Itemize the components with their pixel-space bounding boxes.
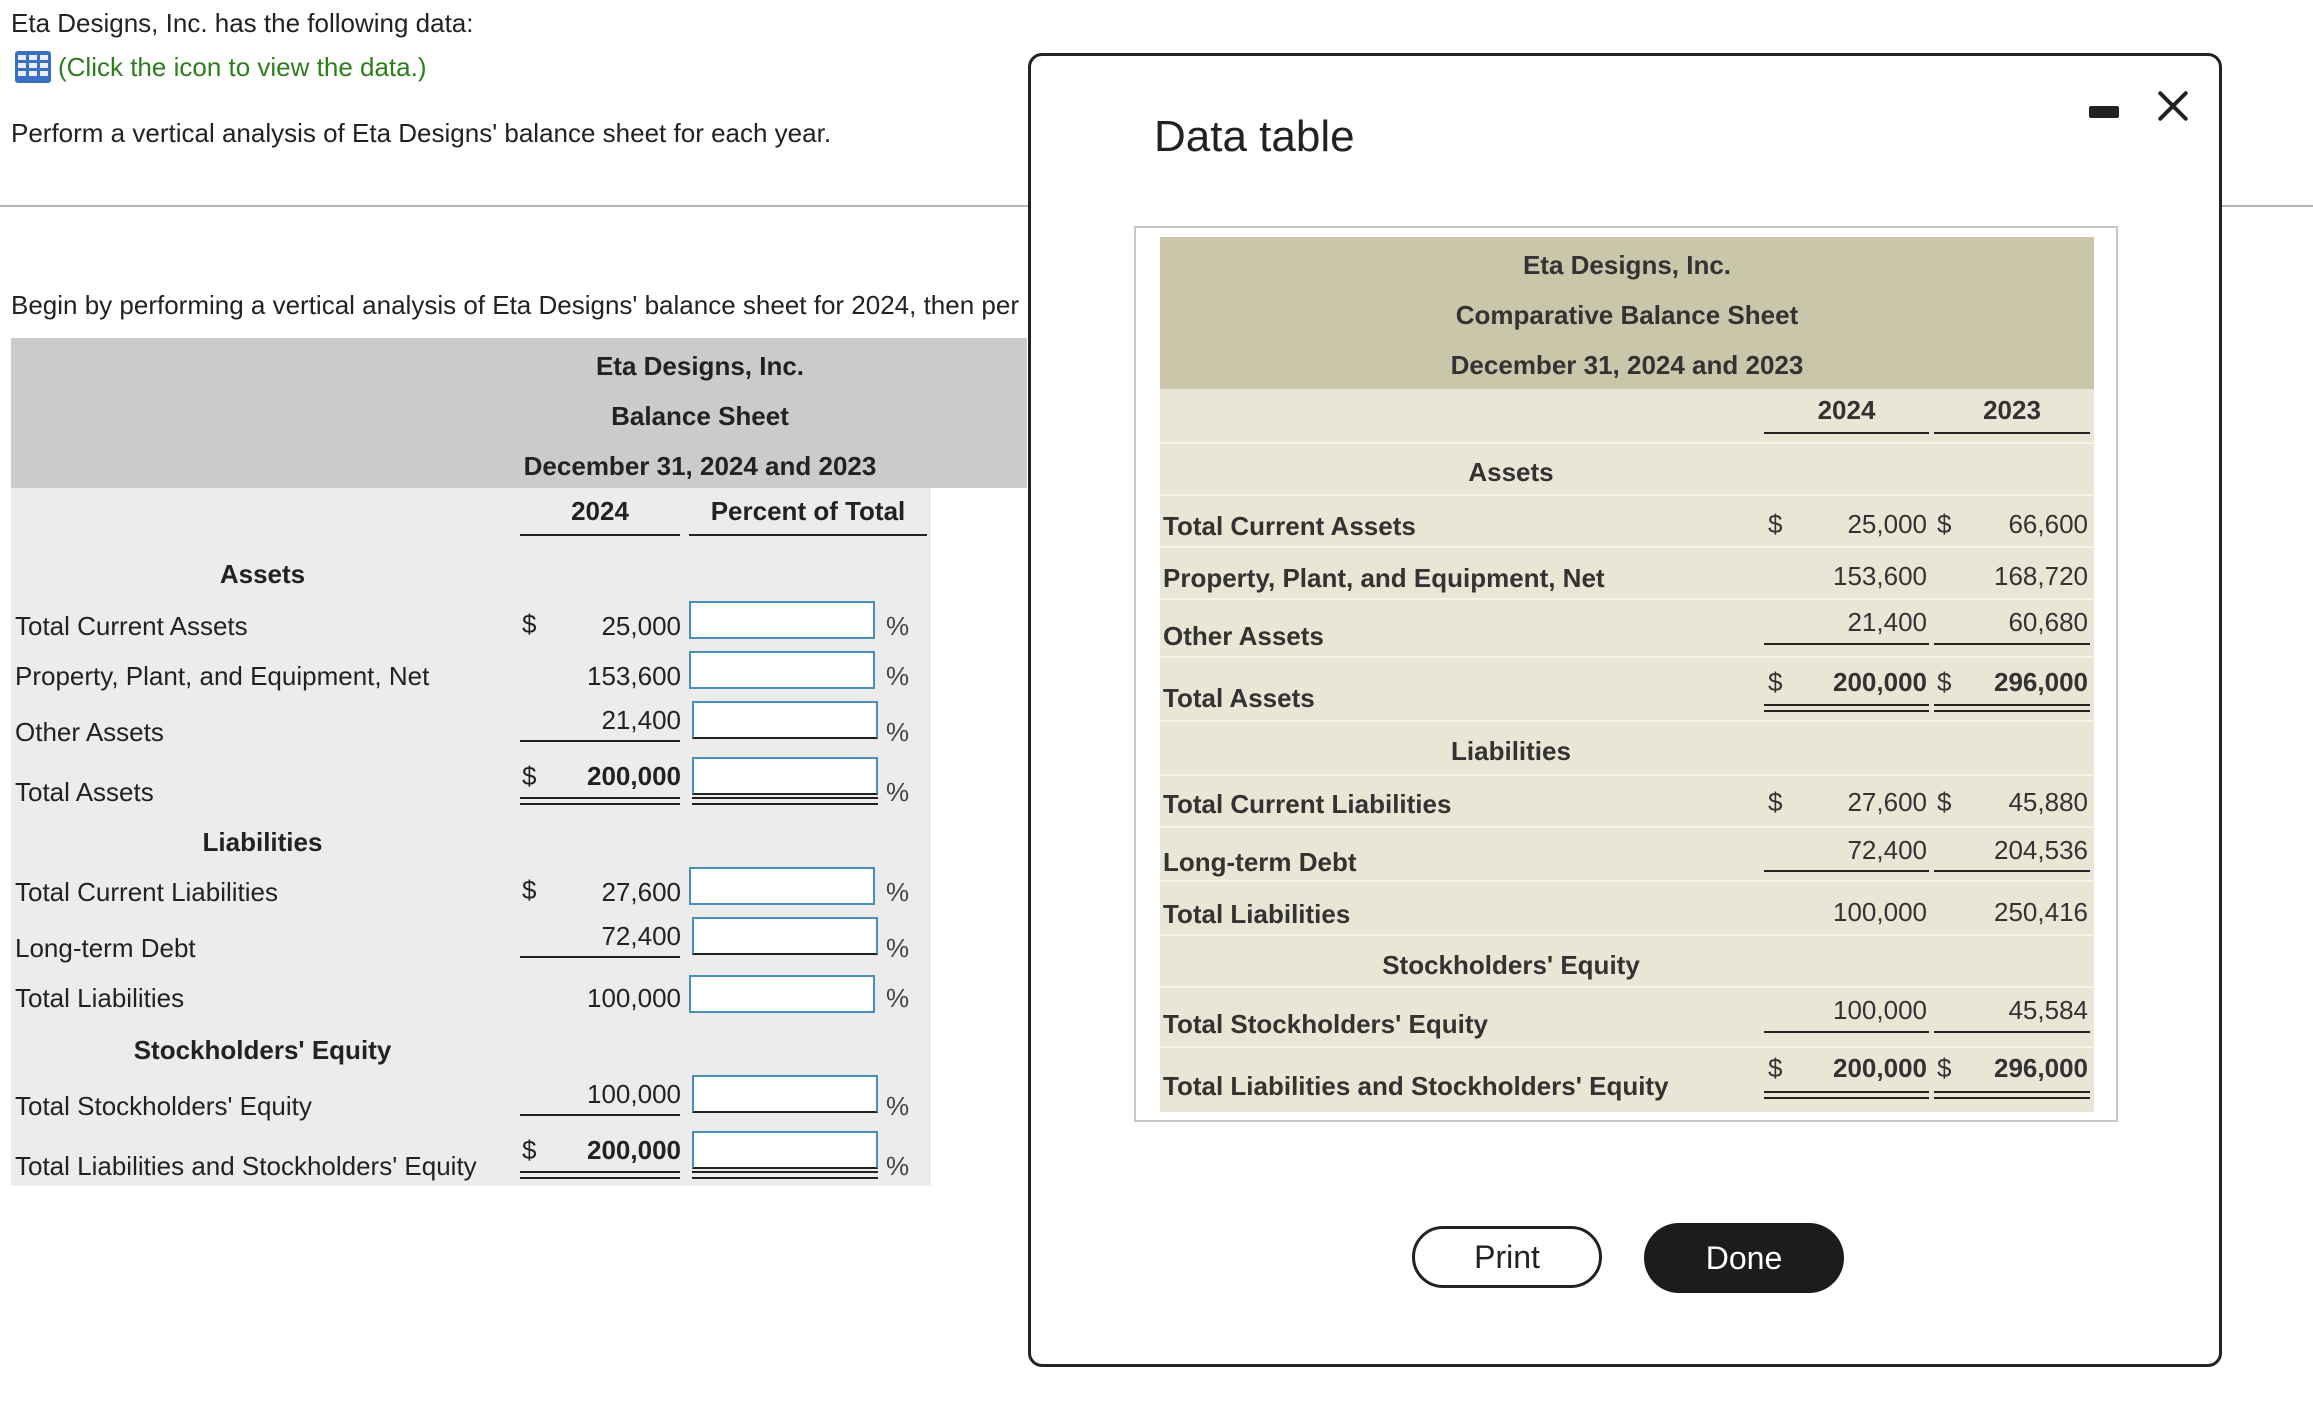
worksheet-col-pct: Percent of Total	[710, 496, 906, 526]
dt-row-2024: 27,600	[1847, 787, 1927, 817]
data-table-modal	[1028, 53, 2222, 1367]
worksheet-statement: Balance Sheet	[611, 401, 789, 431]
dt-row-label: Total Current Assets	[1163, 511, 1416, 541]
col-pct-underline	[689, 534, 927, 536]
row-separator	[1160, 880, 2094, 882]
pct-input-total-liabilities[interactable]	[689, 975, 875, 1013]
dollar-sign: $	[522, 609, 537, 639]
dt-row-label: Total Assets	[1163, 683, 1315, 713]
subtotal-underline	[520, 740, 680, 742]
row-separator	[1160, 546, 2094, 548]
worksheet-section-assets: Assets	[219, 559, 306, 589]
pct-input-total-liab-equity[interactable]	[692, 1131, 878, 1169]
dt-section-liabilities: Liabilities	[1451, 736, 1571, 766]
worksheet-row-value: 25,000	[601, 611, 681, 641]
dollar-sign: $	[1937, 667, 1952, 697]
pct-sign: %	[886, 611, 910, 641]
dt-section-assets: Assets	[1468, 457, 1554, 487]
minimize-icon[interactable]	[2089, 106, 2119, 118]
dollar-sign: $	[1937, 1053, 1952, 1083]
pct-input-current-liabilities[interactable]	[689, 867, 875, 905]
worksheet-row-value: 100,000	[587, 1079, 681, 1109]
dt-row-label: Total Stockholders' Equity	[1163, 1009, 1488, 1039]
question-intro: Eta Designs, Inc. has the following data:	[11, 8, 474, 38]
dt-row-2024: 200,000	[1833, 667, 1927, 697]
row-separator	[1160, 598, 2094, 600]
dt-row-2024: 100,000	[1833, 995, 1927, 1025]
pct-input-current-assets[interactable]	[689, 601, 875, 639]
row-separator	[1160, 494, 2094, 496]
dollar-sign: $	[1768, 509, 1783, 539]
total-double-underline	[1934, 704, 2090, 712]
subtotal-underline	[1764, 870, 1929, 872]
worksheet-row-value: 200,000	[587, 1135, 681, 1165]
row-separator	[1160, 1046, 2094, 1048]
row-separator	[1160, 442, 2094, 444]
dt-row-label: Total Current Liabilities	[1163, 789, 1452, 819]
dt-row-2023: 45,584	[2008, 995, 2088, 1025]
worksheet-row-label: Total Stockholders' Equity	[15, 1091, 312, 1121]
dt-row-label: Other Assets	[1163, 621, 1324, 651]
subtotal-underline	[1764, 1031, 1929, 1033]
dt-section-equity: Stockholders' Equity	[1382, 950, 1640, 980]
dt-row-label: Property, Plant, and Equipment, Net	[1163, 563, 1605, 593]
dt-statement: Comparative Balance Sheet	[1455, 300, 1799, 330]
row-separator	[1160, 656, 2094, 658]
pct-input-total-equity[interactable]	[692, 1075, 878, 1113]
worksheet-row-label: Total Current Assets	[15, 611, 248, 641]
dt-row-2023: 204,536	[1994, 835, 2088, 865]
pct-input-other-assets[interactable]	[692, 701, 878, 739]
print-button[interactable]: Print	[1412, 1226, 1602, 1288]
dt-row-label: Total Liabilities and Stockholders' Equity	[1163, 1071, 1669, 1101]
dt-col-2023: 2023	[1983, 395, 2041, 425]
subtotal-underline	[520, 1114, 680, 1116]
worksheet-row-label: Total Current Liabilities	[15, 877, 279, 907]
dt-col-2023-underline	[1934, 432, 2090, 434]
dollar-sign: $	[1937, 509, 1952, 539]
dt-row-2023: 296,000	[1994, 1053, 2088, 1083]
total-double-underline	[1934, 1091, 2090, 1099]
dt-row-2023: 60,680	[2008, 607, 2088, 637]
dt-row-label: Long-term Debt	[1163, 847, 1357, 877]
question-sub-instruction: Begin by performing a vertical analysis of Eta Designs' balance sheet for 2024, then per	[11, 290, 1019, 320]
subtotal-underline	[1934, 1031, 2090, 1033]
subtotal-underline	[1934, 643, 2090, 645]
worksheet-row-value: 72,400	[601, 921, 681, 951]
dollar-sign: $	[522, 1135, 537, 1165]
dt-row-2024: 21,400	[1847, 607, 1927, 637]
question-instruction: Perform a vertical analysis of Eta Designs' balance sheet for each year.	[11, 118, 832, 148]
view-data-link-text[interactable]: (Click the icon to view the data.)	[58, 51, 427, 82]
pct-sign: %	[886, 777, 910, 807]
subtotal-underline	[1764, 643, 1929, 645]
pct-sign: %	[886, 983, 910, 1013]
row-separator	[1160, 774, 2094, 776]
pct-sign: %	[886, 717, 910, 747]
total-double-underline	[520, 797, 680, 805]
worksheet-row-label: Total Liabilities and Stockholders' Equity	[15, 1151, 477, 1181]
dt-col-2024-underline	[1764, 432, 1929, 434]
modal-title: Data table	[1154, 112, 1355, 161]
data-table-icon[interactable]	[14, 50, 52, 84]
dt-col-2024: 2024	[1817, 395, 1876, 425]
pct-double-underline	[692, 1171, 878, 1179]
worksheet-row-label: Other Assets	[15, 717, 164, 747]
worksheet-section-liabilities: Liabilities	[202, 827, 323, 857]
pct-input-total-assets[interactable]	[692, 757, 878, 795]
dollar-sign: $	[1937, 787, 1952, 817]
dt-row-2024: 153,600	[1833, 561, 1927, 591]
dollar-sign: $	[522, 875, 537, 905]
col-year-underline	[520, 534, 680, 536]
row-separator	[1160, 720, 2094, 722]
worksheet-period: December 31, 2024 and 2023	[523, 451, 877, 481]
dt-row-2023: 296,000	[1994, 667, 2088, 697]
worksheet-row-value: 153,600	[587, 661, 681, 691]
done-button[interactable]: Done	[1644, 1223, 1844, 1293]
total-double-underline	[520, 1171, 680, 1179]
worksheet-row-value: 21,400	[601, 705, 681, 735]
dt-period: December 31, 2024 and 2023	[1450, 350, 1804, 380]
worksheet-row-label: Total Liabilities	[15, 983, 185, 1013]
row-separator	[1160, 826, 2094, 828]
pct-sign: %	[886, 1151, 910, 1181]
dt-row-label: Total Liabilities	[1163, 899, 1351, 929]
total-double-underline	[1764, 704, 1929, 712]
pct-double-underline	[692, 797, 878, 805]
dt-row-2024: 100,000	[1833, 897, 1927, 927]
dt-row-2024: 72,400	[1847, 835, 1927, 865]
row-separator	[1160, 986, 2094, 988]
dt-row-2023: 66,600	[2008, 509, 2088, 539]
close-icon[interactable]	[2153, 86, 2193, 126]
worksheet-row-value: 200,000	[587, 761, 681, 791]
worksheet-row-value: 100,000	[587, 983, 681, 1013]
dollar-sign: $	[522, 761, 537, 791]
worksheet-section-equity: Stockholders' Equity	[133, 1035, 392, 1065]
pct-sign: %	[886, 661, 910, 691]
total-double-underline	[1764, 1091, 1929, 1099]
dt-row-2024: 25,000	[1847, 509, 1927, 539]
worksheet-row-label: Total Assets	[15, 777, 154, 807]
view-data-link[interactable]	[14, 50, 427, 84]
pct-sign: %	[886, 1091, 910, 1121]
dollar-sign: $	[1768, 1053, 1783, 1083]
dt-row-2023: 45,880	[2008, 787, 2088, 817]
row-separator	[1160, 934, 2094, 936]
dt-row-2023: 250,416	[1994, 897, 2088, 927]
worksheet-row-label: Long-term Debt	[15, 933, 196, 963]
subtotal-underline	[520, 956, 680, 958]
pct-input-long-term-debt[interactable]	[692, 917, 878, 955]
dollar-sign: $	[1768, 787, 1783, 817]
worksheet-row-label: Property, Plant, and Equipment, Net	[15, 661, 430, 691]
worksheet-col-year: 2024	[571, 496, 629, 526]
subtotal-underline	[1934, 870, 2090, 872]
pct-sign: %	[886, 877, 910, 907]
dt-row-2023: 168,720	[1994, 561, 2088, 591]
dollar-sign: $	[1768, 667, 1783, 697]
pct-input-ppe[interactable]	[689, 651, 875, 689]
worksheet-company: Eta Designs, Inc.	[595, 351, 805, 381]
dt-row-2024: 200,000	[1833, 1053, 1927, 1083]
dt-company: Eta Designs, Inc.	[1522, 250, 1732, 280]
worksheet-row-value: 27,600	[601, 877, 681, 907]
pct-sign: %	[886, 933, 910, 963]
